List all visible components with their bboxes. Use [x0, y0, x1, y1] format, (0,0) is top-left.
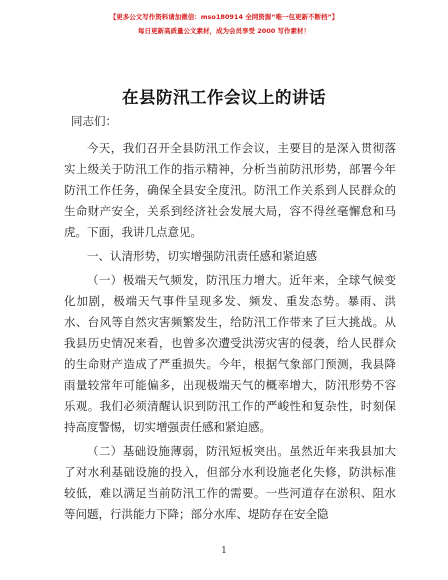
promo-banner-line-2: 每日更新高质量公文素材，成为会员享受 2000 写作素材！	[137, 27, 311, 35]
salutation: 同志们：	[71, 114, 117, 128]
paragraph-subsection-1: （一）极端天气频发，防汛压力增大。近年来，全球气候变化加剧，极端天气事件呈现多发、频发、重发态势。暴雨、洪水、台风等自然灾害频繁发生，给防汛工作带来了巨大挑战。从我县历史情况来看，也曾多次遭受洪涝灾害的侵袭，给人民群众的生命财产造成了严重损失。今年，根据气象部门预测，我县降雨量较常年可能偏多，出现极端天气的概率增大，防汛形势不容乐观。我们必须清醒认识到防汛工作的严峻性和复杂性，时刻保持高度警惕，切实增强责任感和紧迫感。	[64, 273, 396, 434]
paragraph-subsection-2: （二）基础设施薄弱，防汛短板突出。虽然近年来我县加大了对水利基础设施的投入，但部分水利设施老化失修，防洪标准较低，难以满足当前防汛工作的需要。一些河道存在淤积、阻水等问题，行洪能力下降；部分水库、堤防存在安全隐	[64, 444, 396, 521]
section-heading-1: 一、认清形势，切实增强防汛责任感和紧迫感	[87, 249, 317, 263]
document-title: 在县防汛工作会议上的讲话	[122, 88, 326, 107]
promo-banner-line-1: 【更多公文写作资料请加微信：mso180914 全网资源“唯一包更新不断档”】	[109, 13, 339, 21]
page-number: 1	[221, 546, 227, 556]
document-body	[64, 111, 396, 528]
paragraph-intro: 今天，我们召开全县防汛工作会议，主要目的是深入贯彻落实上级关于防汛工作的指示精神，分析当前防汛形势，部署今年防汛工作任务，确保全县安全度汛。防汛工作关系到人民群众的生命财产安全，关系到经济社会发展大局，容不得丝毫懈怠和马虎。下面，我讲几点意见。	[64, 141, 396, 239]
